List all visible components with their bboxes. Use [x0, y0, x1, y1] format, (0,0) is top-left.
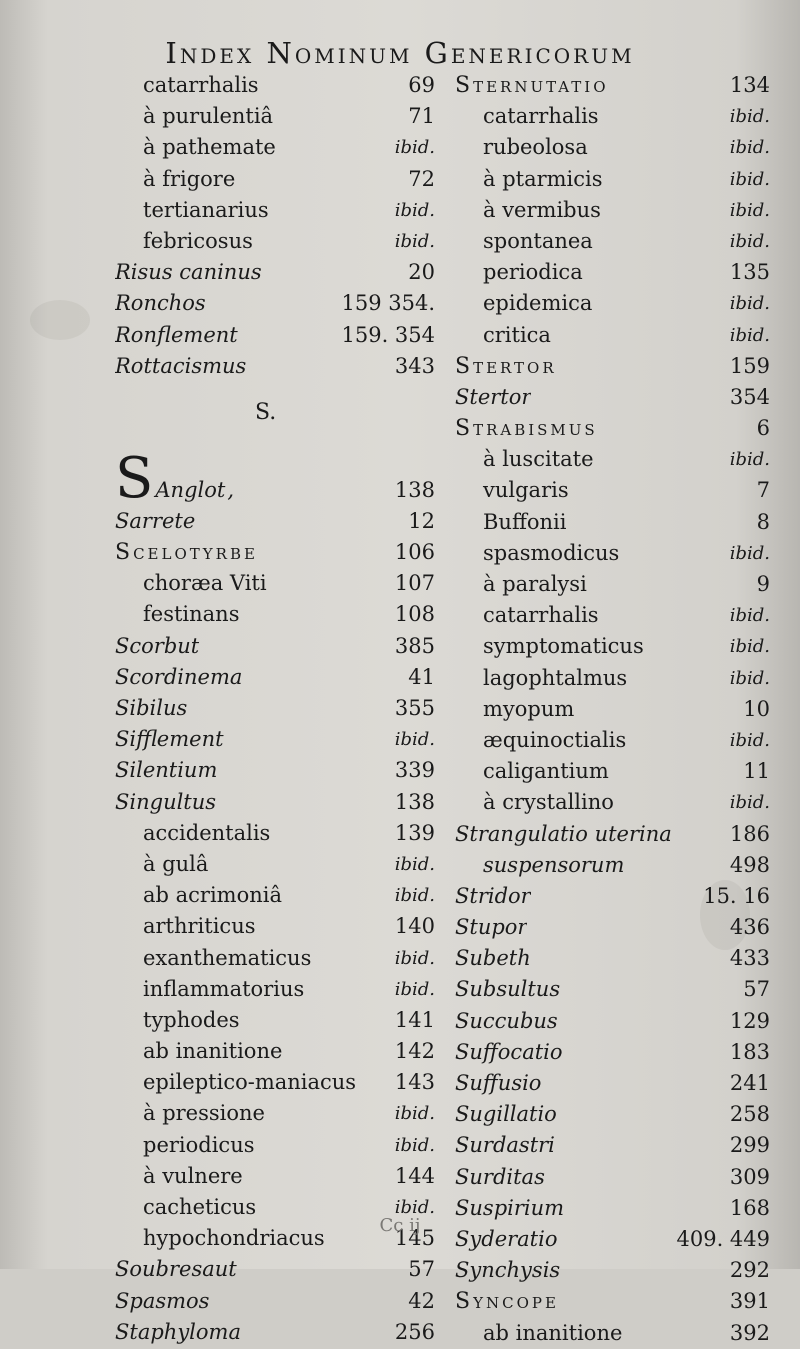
index-entry: [455, 819, 770, 850]
index-entry: [115, 1036, 435, 1067]
entry-term: Sifflement: [115, 727, 224, 752]
entry-page: ibid.: [729, 137, 770, 159]
entry-term: Syncope: [455, 1289, 559, 1315]
left-column: [115, 70, 435, 1348]
entry-term: periodicus: [143, 1132, 255, 1157]
index-entry: [455, 413, 770, 444]
index-entry: [115, 1130, 435, 1161]
entry-page: ibid.: [729, 667, 770, 689]
entry-term: à ptarmicis: [483, 166, 603, 191]
index-entry: [115, 132, 435, 163]
entry-page: 159 354.: [341, 291, 435, 316]
entry-term: epidemica: [483, 291, 593, 316]
dropcap-letter: S: [115, 445, 154, 511]
index-entry: [115, 787, 435, 818]
entry-term: à vermibus: [483, 197, 601, 222]
entry-term: Rottacismus: [115, 353, 247, 378]
entry-term: Stridor: [455, 883, 531, 908]
entry-page: 20: [408, 260, 435, 285]
entry-term: inflammatorius: [143, 976, 305, 1001]
entry-page: 355: [394, 696, 435, 720]
entry-page: ibid.: [729, 729, 770, 751]
index-entry: [455, 475, 770, 506]
index-entry: [455, 694, 770, 725]
entry-page: ibid.: [394, 137, 435, 159]
entry-term: Subsultus: [455, 977, 561, 1002]
index-entry: [455, 507, 770, 538]
entry-term: symptomaticus: [483, 634, 644, 659]
entry-term: cacheticus: [143, 1195, 257, 1219]
entry-term: Soubresaut: [115, 1257, 237, 1282]
dropcap-num: 138: [394, 477, 435, 502]
entry-term: à crystallino: [483, 790, 614, 815]
index-entry: [115, 974, 435, 1005]
entry-term: Staphyloma: [115, 1319, 241, 1344]
entry-page: 409. 449: [676, 1226, 770, 1251]
entry-term: à purulentiâ: [143, 104, 274, 129]
index-entry: [115, 755, 435, 786]
entry-term: suspensorum: [483, 852, 625, 877]
entry-term: myopum: [483, 696, 575, 721]
entry-page: ibid.: [394, 1197, 435, 1218]
entry-page: 69: [408, 73, 435, 97]
index-entry: [115, 662, 435, 693]
entry-term: Sugillatio: [455, 1102, 557, 1127]
index-entry: [115, 506, 435, 537]
entry-page: 57: [408, 1257, 435, 1282]
index-entry: [115, 164, 435, 195]
entry-term: Scorbut: [115, 633, 200, 658]
entry-term: arthriticus: [143, 914, 256, 939]
entry-term: ab inanitione: [143, 1039, 283, 1064]
entry-term: Stertor: [455, 384, 532, 409]
entry-term: Succubus: [455, 1008, 558, 1033]
entry-term: Strabismus: [455, 416, 598, 442]
entry-page: ibid.: [729, 168, 770, 190]
entry-term: periodica: [483, 260, 583, 285]
entry-page: ibid.: [394, 199, 435, 221]
index-entry: [455, 912, 770, 943]
entry-page: ibid.: [729, 792, 770, 814]
right-column: [455, 70, 770, 1349]
entry-page: 42: [408, 1288, 435, 1313]
index-entry: [115, 911, 435, 942]
index-entry: [115, 880, 435, 911]
entry-term: Sternutatio: [455, 73, 609, 98]
entry-term: catarrhalis: [143, 73, 259, 97]
entry-term: tertianarius: [143, 197, 269, 222]
entry-page: 8: [756, 509, 770, 534]
index-entry: [455, 257, 770, 288]
index-entry: [455, 1068, 770, 1099]
entry-page: 436: [729, 915, 770, 940]
entry-term: typhodes: [143, 1007, 240, 1032]
index-entry: [455, 1130, 770, 1161]
index-entry: [455, 164, 770, 195]
index-entry: [455, 787, 770, 818]
entry-term: Syderatio: [455, 1226, 558, 1251]
entry-term: hypochondriacus: [143, 1226, 325, 1251]
entry-term: exanthematicus: [143, 945, 312, 970]
entry-page: 10: [743, 696, 770, 721]
entry-page: 141: [394, 1007, 435, 1032]
entry-page: ibid.: [394, 978, 435, 1000]
page-header: Index Nominum Genericorum: [165, 36, 635, 70]
entry-page: 135: [729, 260, 770, 285]
entry-term: à paralysi: [483, 572, 587, 596]
entry-page: 71: [408, 104, 435, 129]
entry-term: accidentalis: [143, 820, 271, 845]
index-entry: [455, 600, 770, 631]
index-entry: [455, 1099, 770, 1130]
index-entry: [455, 569, 770, 600]
entry-term: Silentium: [115, 758, 218, 783]
index-entry: [115, 631, 435, 662]
index-entry: [115, 1098, 435, 1129]
index-entry: [115, 818, 435, 849]
index-entry: [115, 1067, 435, 1098]
index-entry: [115, 101, 435, 132]
index-entry: [455, 1318, 770, 1349]
index-entry: [115, 351, 435, 382]
right-entries: [455, 70, 770, 1349]
entry-term: festinans: [143, 602, 240, 627]
entry-term: Ronflement: [115, 322, 238, 347]
entry-page: ibid.: [729, 106, 770, 128]
entry-term: Suffusio: [455, 1071, 542, 1095]
entry-page: 343: [394, 353, 435, 378]
index-entry: [455, 974, 770, 1005]
entry-term: Spasmos: [115, 1288, 210, 1313]
entry-term: Risus caninus: [115, 260, 262, 285]
entry-term: à frigore: [143, 166, 236, 191]
dropcap-entry: SAnglot, 138: [115, 445, 435, 511]
entry-page: 57: [743, 977, 770, 1002]
entry-page: ibid.: [394, 1134, 435, 1156]
entry-term: spasmodicus: [483, 540, 620, 565]
entry-page: ibid.: [394, 947, 435, 969]
entry-page: 159. 354: [341, 322, 435, 347]
entry-term: Stupor: [455, 915, 528, 940]
entry-page: 41: [408, 664, 435, 689]
index-entry: [455, 382, 770, 413]
signature-mark: Cc ij: [379, 1215, 421, 1236]
index-entry: [115, 257, 435, 288]
entry-term: Singultus: [115, 789, 217, 814]
entry-term: ab acrimoniâ: [143, 883, 282, 908]
entry-page: 256: [394, 1319, 435, 1344]
entry-page: ibid.: [394, 230, 435, 252]
index-entry: [455, 850, 770, 881]
index-entry: [455, 725, 770, 756]
entry-page: ibid.: [394, 1103, 435, 1125]
entry-page: ibid.: [394, 729, 435, 751]
entry-page: ibid.: [729, 636, 770, 658]
entry-term: Suffocatio: [455, 1039, 563, 1064]
index-entry: [115, 568, 435, 599]
entry-term: Strangulatio uterina: [455, 821, 672, 846]
index-entry: [455, 631, 770, 662]
section-letter: S.: [255, 399, 277, 425]
paper-stain: [30, 300, 90, 340]
entry-page: 292: [729, 1258, 770, 1283]
entry-term: epileptico-maniacus: [143, 1070, 357, 1095]
index-entry: [115, 849, 435, 880]
entry-page: 134: [729, 73, 770, 97]
entry-page: ibid.: [729, 605, 770, 627]
index-entry: [455, 195, 770, 226]
entry-term: à gulâ: [143, 851, 209, 876]
entry-term: à pressione: [143, 1101, 265, 1126]
entry-page: 144: [394, 1163, 435, 1188]
entry-page: 498: [729, 852, 770, 877]
entry-term: Surditas: [455, 1164, 545, 1189]
entry-page: 12: [408, 508, 435, 533]
index-entry: [115, 70, 435, 101]
entry-page: 183: [729, 1039, 770, 1064]
entry-term: Stertor: [455, 353, 557, 379]
entry-page: 433: [729, 946, 770, 971]
entry-page: 140: [394, 914, 435, 939]
index-entry: [455, 1255, 770, 1286]
index-entry: [455, 70, 770, 101]
entry-page: 139: [394, 820, 435, 845]
index-entry: [115, 226, 435, 257]
entry-page: ibid.: [729, 230, 770, 252]
entry-term: Synchysis: [455, 1258, 561, 1283]
entry-page: 258: [729, 1102, 770, 1127]
index-entry: [115, 195, 435, 226]
index-entry: [115, 537, 435, 568]
entry-page: 241: [729, 1071, 770, 1095]
entry-page: ibid.: [394, 885, 435, 907]
entry-term: Scelotyrbe: [115, 540, 258, 566]
entry-term: Sibilus: [115, 696, 188, 720]
entry-term: choræa Viti: [143, 571, 267, 596]
entry-page: 339: [394, 758, 435, 783]
entry-page: ibid.: [394, 853, 435, 875]
index-entry: [455, 226, 770, 257]
index-entry: [115, 724, 435, 755]
entry-page: 6: [756, 416, 770, 441]
entry-term: Surdastri: [455, 1133, 555, 1158]
index-entry: [115, 599, 435, 630]
index-entry: [455, 288, 770, 319]
entry-page: 72: [408, 166, 435, 191]
index-entry: [455, 101, 770, 132]
entry-term: Scordinema: [115, 664, 243, 689]
entry-term: critica: [483, 322, 551, 347]
entry-page: 108: [394, 602, 435, 627]
index-entry: [455, 132, 770, 163]
entry-term: Buffonii: [483, 509, 567, 534]
entry-term: à pathemate: [143, 135, 276, 160]
entry-term: catarrhalis: [483, 603, 599, 628]
entry-term: catarrhalis: [483, 104, 599, 129]
entry-page: 168: [729, 1195, 770, 1220]
entry-term: lagophtalmus: [483, 665, 628, 690]
entry-page: 15. 16: [703, 883, 770, 908]
left-entries-r: [115, 70, 435, 382]
index-entry: [455, 881, 770, 912]
index-entry: [115, 288, 435, 319]
entry-page: 142: [394, 1039, 435, 1064]
entry-term: à luscitate: [483, 447, 594, 472]
entry-page: 106: [394, 540, 435, 565]
index-entry: [455, 538, 770, 569]
index-entry: [115, 1005, 435, 1036]
index-entry: [115, 1317, 435, 1348]
index-entry: [455, 351, 770, 382]
entry-term: Ronchos: [115, 291, 206, 316]
index-entry: [455, 943, 770, 974]
index-entry: [455, 444, 770, 475]
entry-page: 129: [729, 1008, 770, 1033]
index-entry: [115, 943, 435, 974]
entry-page: 145: [394, 1226, 435, 1251]
entry-term: febricosus: [143, 228, 253, 253]
entry-term: vulgaris: [483, 478, 569, 503]
index-entry: [455, 1286, 770, 1317]
entry-term: spontanea: [483, 228, 593, 253]
entry-page: 7: [756, 478, 770, 503]
entry-page: 392: [729, 1320, 770, 1345]
index-entry: [455, 756, 770, 787]
entry-page: 354: [729, 384, 770, 409]
entry-term: Suspirium: [455, 1195, 565, 1220]
entry-term: caligantium: [483, 759, 609, 784]
entry-term: rubeolosa: [483, 135, 588, 160]
entry-page: 385: [394, 633, 435, 658]
index-entry: [115, 693, 435, 724]
entry-page: 143: [394, 1070, 435, 1095]
entry-page: 138: [394, 789, 435, 814]
entry-page: 391: [729, 1289, 770, 1314]
index-entry: [115, 1286, 435, 1317]
entry-page: 299: [729, 1133, 770, 1158]
entry-page: ibid.: [729, 449, 770, 471]
index-entry: [455, 1162, 770, 1193]
index-entry: [455, 663, 770, 694]
entry-page: ibid.: [729, 542, 770, 564]
entry-term: Subeth: [455, 946, 531, 971]
entry-page: 107: [394, 571, 435, 596]
index-entry: [115, 1161, 435, 1192]
entry-term: Sarrete: [115, 508, 196, 533]
index-entry: [455, 320, 770, 351]
entry-page: 11: [743, 759, 770, 784]
index-entry: [455, 1037, 770, 1068]
entry-page: ibid.: [729, 324, 770, 346]
entry-page: 159: [729, 353, 770, 378]
index-entry: [115, 1254, 435, 1285]
entry-page: ibid.: [729, 199, 770, 221]
entry-page: ibid.: [729, 293, 770, 315]
index-entry: [455, 1006, 770, 1037]
entry-term: æquinoctialis: [483, 727, 627, 752]
dropcap-rest: Anglot: [155, 477, 226, 502]
entry-term: à vulnere: [143, 1163, 243, 1188]
index-entry: [115, 320, 435, 351]
entry-page: 9: [756, 572, 770, 596]
entry-term: ab inanitione: [483, 1320, 623, 1345]
entry-page: 309: [729, 1164, 770, 1189]
entry-page: 186: [729, 821, 770, 846]
